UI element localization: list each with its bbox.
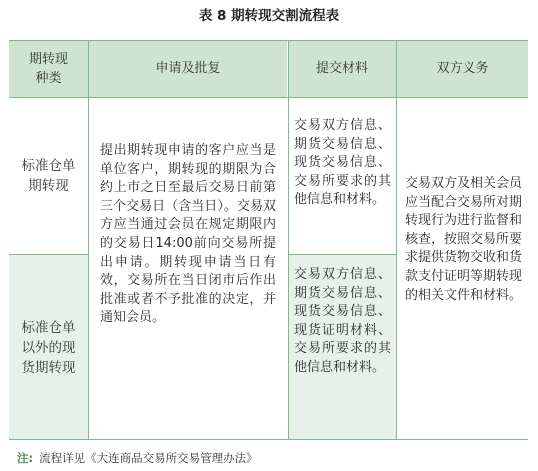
kind-row-divider	[9, 254, 89, 255]
column-divider-1	[88, 40, 89, 440]
header-obligations: 双方义务	[397, 40, 528, 97]
materials-other-text: 交易双方信息、期货交易信息、现货交易信息、现货证明材料、交易所要求的其他信息和材料。	[294, 267, 391, 375]
table-title: 表 8 期转现交割流程表	[198, 8, 340, 24]
materials-standard-text: 交易双方信息、期货交易信息、现货交易信息、交易所要求的其他信息和材料。	[294, 118, 391, 208]
table-bottom-border	[9, 439, 528, 440]
obligations-text: 交易双方及相关会员应当配合交易所对期转现行为进行监督和核查，按照交易所要求提供货物交收和货款支付证明等期转现的相关文件和材料。	[405, 176, 523, 303]
column-divider-3	[396, 40, 397, 440]
header-materials: 提交材料	[288, 40, 396, 97]
application-text: 提出期转现申请的客户应当是单位客户，期转现的期限为合约上市之日至最后交易日前第三个交易日（含当日）。交易双方应当通过会员在规定期限内的交易日14:00前向交易所提出申请。期转现申请当日有效，交易所在当日闭市后作出批准或者不予批准的决定，并通知会员。	[100, 143, 276, 326]
materials-row-divider	[288, 254, 397, 255]
table-top-border	[9, 40, 528, 41]
footnote-text: 流程详见《大连商品交易所交易管理办法》	[39, 451, 258, 465]
header-bottom-border	[9, 97, 528, 98]
header-application: 申请及批复	[89, 40, 287, 97]
footnote	[17, 450, 258, 466]
kind-non-standard-spot: 标准仓单 以外的现 货期转现	[9, 255, 88, 440]
delivery-process-table	[9, 40, 528, 440]
footnote-label: 注:	[17, 451, 34, 465]
kind-standard-warrant: 标准仓单 期转现	[21, 158, 76, 194]
header-kind: 期转现 种类	[9, 40, 88, 97]
column-divider-2	[288, 40, 289, 440]
